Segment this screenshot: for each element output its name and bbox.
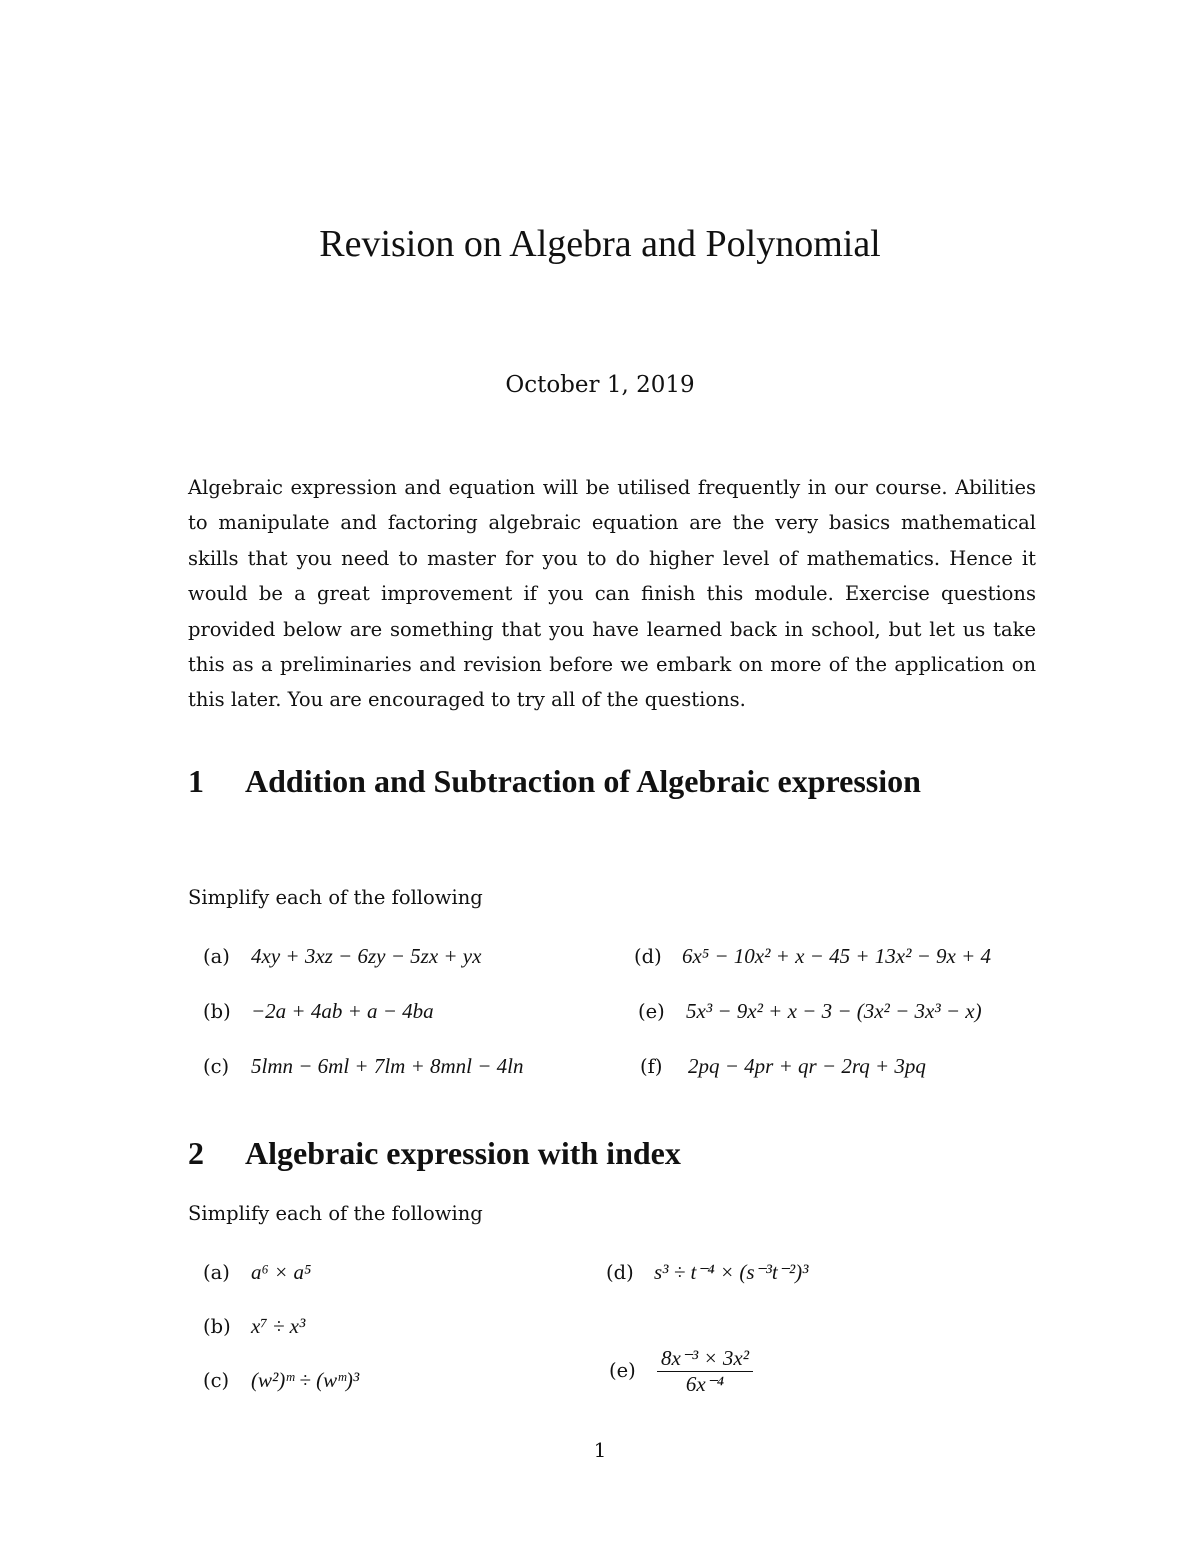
question-expression: (w²)ᵐ ÷ (wᵐ)³ xyxy=(251,1368,360,1392)
document-title: Revision on Algebra and Polynomial xyxy=(319,223,881,265)
page-number: 1 xyxy=(593,1438,607,1462)
section-title: Algebraic expression with index xyxy=(245,1135,681,1171)
question-expression: 6x⁵ − 10x² + x − 45 + 13x² − 9x + 4 xyxy=(682,944,992,968)
question-expression: −2a + 4ab + a − 4ba xyxy=(251,999,434,1023)
question-1f xyxy=(640,1054,926,1079)
question-1d xyxy=(634,944,991,969)
question-2b xyxy=(203,1314,305,1339)
question-expression: 5x³ − 9x² + x − 3 − (3x² − 3x³ − x) xyxy=(686,999,982,1023)
section-number: 2 xyxy=(188,1135,204,1171)
question-1c xyxy=(203,1054,524,1079)
question-label: (a) xyxy=(203,945,230,968)
document-date: October 1, 2019 xyxy=(505,372,695,398)
fraction-expression xyxy=(657,1346,753,1397)
section-2-heading xyxy=(188,1126,1048,1180)
question-1b xyxy=(203,999,434,1024)
question-2c xyxy=(203,1368,359,1393)
question-2a xyxy=(203,1260,311,1285)
fraction-numerator: 8x⁻³ × 3x² xyxy=(657,1346,753,1372)
section-title: Addition and Subtraction of Algebraic expression xyxy=(245,763,921,799)
question-label: (b) xyxy=(203,1315,231,1338)
question-label: (e) xyxy=(638,1000,665,1023)
question-2d xyxy=(606,1260,808,1285)
intro-paragraph: Algebraic expression and equation will be utilised frequently in our course. Abilities to manipulate and factoring algebraic equation are the very basics mathematical skills that you need to master for you to do higher level of mathematics. Hence it would be a great improvement if you can finish this module. Exercise questions provided below are something that you have learned back in school, but let us take this as a preliminaries and revision before we embark on more of the application on this later. You are encouraged to try all of the questions. xyxy=(188,476,1036,712)
question-expression: a⁶ × a⁵ xyxy=(251,1260,312,1284)
question-label: (e) xyxy=(609,1359,636,1382)
question-1a xyxy=(203,944,481,969)
question-expression: s³ ÷ t⁻⁴ × (s⁻³t⁻²)³ xyxy=(654,1260,809,1284)
fraction-denominator: 6x⁻⁴ xyxy=(685,1372,725,1396)
question-1e xyxy=(638,999,982,1024)
question-label: (d) xyxy=(634,945,662,968)
question-2e xyxy=(609,1346,753,1397)
question-label: (c) xyxy=(203,1055,230,1078)
question-expression: x⁷ ÷ x³ xyxy=(251,1314,306,1338)
question-label: (b) xyxy=(203,1000,231,1023)
question-label: (f) xyxy=(640,1055,663,1078)
section-2-instruction: Simplify each of the following xyxy=(188,1202,483,1225)
section-1-instruction: Simplify each of the following xyxy=(188,886,483,909)
question-expression: 2pq − 4pr + qr − 2rq + 3pq xyxy=(688,1054,926,1078)
section-1-heading xyxy=(188,754,1048,864)
question-label: (a) xyxy=(203,1261,230,1284)
question-label: (d) xyxy=(606,1261,634,1284)
section-number: 1 xyxy=(188,763,204,799)
question-expression: 5lmn − 6ml + 7lm + 8mnl − 4ln xyxy=(251,1054,524,1078)
question-label: (c) xyxy=(203,1369,230,1392)
question-expression: 4xy + 3xz − 6zy − 5zx + yx xyxy=(251,944,482,968)
